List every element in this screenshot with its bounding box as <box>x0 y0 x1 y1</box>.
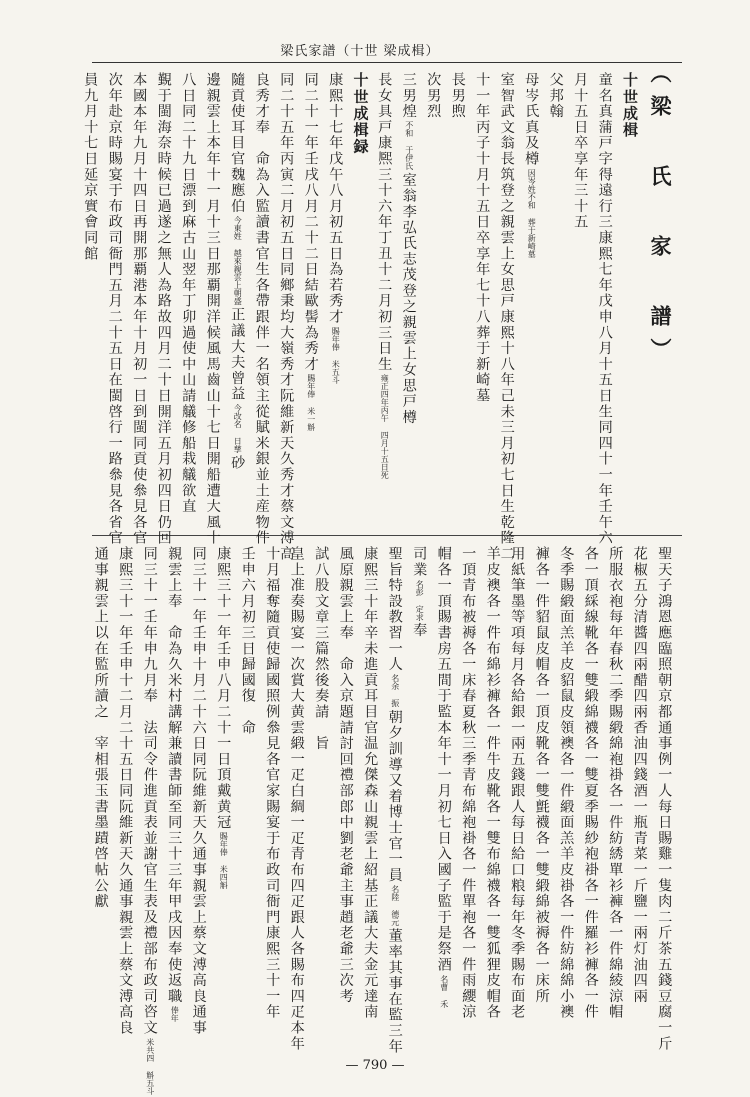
text: 十一年丙子十月十五日卒享年七十八葬于新崎墓 <box>474 72 491 404</box>
annotation: 今東姓 越來親雲上朝盛 <box>233 216 243 306</box>
upper-column <box>598 72 612 546</box>
text: 皇上准奏賜宴一次賞大黄雲緞一疋白綢一疋青布四疋跟人各賜布四疋本年 <box>288 546 305 1052</box>
lower-column <box>559 546 573 1020</box>
text: 康熙十七年戊午八月初五日為若秀才 <box>327 72 344 325</box>
upper-column <box>402 72 416 425</box>
lower-column <box>584 546 598 1020</box>
text: 同二十五年丙寅二月初五日同鄉秉均大嶺秀才阮維新天久秀才蔡文溥高 <box>278 72 295 562</box>
lower-column <box>510 546 524 1020</box>
lower-column <box>265 546 279 1020</box>
lower-column <box>94 546 108 909</box>
lower-column <box>118 546 132 1036</box>
text: 冬季賜緞面羔羊皮貂鼠皮領襖各一件緞面羔羊皮褂各一件紡綿綿小襖 <box>558 546 575 1020</box>
lower-column <box>241 546 255 736</box>
side-title: （梁 氏 家 譜） <box>648 62 673 371</box>
text: 帽各一頂賜書房五間于監本年十一月初七日入國子監于是祭酒 <box>435 546 452 973</box>
annotation: 今改名 日孳 <box>233 404 243 454</box>
lower-column <box>486 546 500 1020</box>
text: 所服衣袍每年春秋二季賜緞綿袍褂各一件紡綉單衫褲各一件綿綾涼帽 <box>607 546 624 1020</box>
page-number: — 790 — <box>345 1058 405 1073</box>
text: 三男煌 <box>400 72 417 120</box>
upper-column <box>353 72 368 155</box>
text: 親雲上奉 命為久米村講解兼讀書師至同三十三年甲戌因奉使返職 <box>166 546 183 1005</box>
text: 覲于閩海奈時候已過遂之無人為路故四月二十日開洋五月初四日仍回 <box>155 72 172 546</box>
text: 同三十一年壬申十月二十六日同阮維新天久通事親雲上蔡文溥高良通事 <box>190 546 207 1036</box>
upper-column <box>83 72 97 262</box>
text: 康熙三十年辛未進貢耳目官温允傑森山親雲上紹基正議大夫金元達南 <box>362 546 379 1020</box>
upper-column <box>573 72 587 230</box>
text: 母岑氏真及樽 <box>523 72 540 167</box>
annotation: 賜年俸 米四斛 <box>219 832 229 890</box>
lower-column <box>363 546 377 1020</box>
text: 八日同二十九日漂到麻古山翌年丁卯過使中山請艤修船栽艤欲直 <box>180 72 197 515</box>
upper-column <box>108 72 122 546</box>
text: 聖天子鴻恩應臨照朝京都通事例一人每日賜雞一隻肉二斤茶五錢豆腐一斤 <box>656 546 673 1052</box>
lower-column <box>143 546 157 1097</box>
annotation: 賜年俸 米一斛 <box>306 374 316 432</box>
text: 董率其事在監三年 <box>386 928 403 1055</box>
text: 風原親雲上奉 命入京題請討回禮部郎中劉老爺主事趙老爺三次考 <box>337 546 354 1005</box>
lower-column <box>461 546 475 1020</box>
annotation: 米共四 斛五斗 <box>145 1037 155 1095</box>
upper-column <box>500 72 514 562</box>
text: 花椒五分清醬四兩醋四兩香油四錢酒一瓶青菜一斤鹽一兩灯油四兩 <box>631 546 648 1005</box>
upper-column <box>426 72 440 119</box>
text: 十世成楫録 <box>351 72 370 155</box>
upper-column <box>304 72 318 433</box>
text: 聖旨特設教習一人 <box>386 546 403 673</box>
lower-column <box>290 546 304 1052</box>
text: 試八股文章三篇然後奏請 旨 <box>313 546 330 752</box>
lower-column <box>192 546 206 1036</box>
text: 通事親雲上以在監所讀之 宰相張玉書墨蹟啓帖公獻 <box>92 546 109 910</box>
upper-column <box>451 72 465 119</box>
text: 室智武文翁長筑登之親雲上女思戸康熙十八年己未三月初七日生乾隆二 <box>498 72 515 562</box>
lower-column <box>535 546 549 1004</box>
lower-column <box>314 546 328 751</box>
upper-column <box>279 72 293 562</box>
text: 各一頂綵線靴各一雙緞綿襪各一雙夏季賜紗袍褂各一件羅衫褲各一件 <box>582 546 599 1020</box>
text: 月十五日卒享年三十五 <box>572 72 589 230</box>
upper-column <box>230 72 244 471</box>
lower-column <box>437 546 451 1010</box>
text: 司業 <box>411 546 428 578</box>
lower-column <box>339 546 353 1004</box>
section-divider <box>92 535 682 536</box>
lower-column <box>388 546 402 1055</box>
upper-column <box>132 72 146 546</box>
text: 十月福奪隨貢使歸國照例叅見各官家賜宴于布政司衙門康熙三十一年 <box>264 546 281 1020</box>
text: 十世成楫 <box>621 72 639 139</box>
text: 員九月十七日延京實會同館 <box>82 72 99 262</box>
text: 用紙筆墨等項每月各給銀一兩五錢跟人每日給口粮每年冬季賜布面老 <box>509 546 526 1020</box>
annotation: 名陸 德元 <box>390 885 400 927</box>
header-rule <box>92 62 682 63</box>
text: 邊親雲上本年十一月十三日那覇開洋候風馬齒山十七日開船遭大風十 <box>204 72 221 546</box>
lower-column <box>633 546 647 1004</box>
text: 次男烈 <box>425 72 442 120</box>
text: 康熙三十一年壬申八月二十一日頂戴黄冠 <box>215 546 232 831</box>
annotation: 俸年 <box>170 1006 180 1023</box>
text: 良秀才奉 命為入監讀書官生各帶跟伴一名領主從賦米銀並土産物件 <box>253 72 270 546</box>
text: 正議大夫曾益 <box>229 307 246 403</box>
upper-column <box>475 72 489 404</box>
upper-column <box>524 72 538 260</box>
text: 奉 <box>411 622 428 639</box>
text: 壬申六月初三日歸國復 命 <box>239 546 256 736</box>
text: 隨貢使耳目官魏應伯 <box>229 72 246 215</box>
upper-column <box>377 72 391 481</box>
lower-column <box>608 546 622 1020</box>
text: 羊皮襖各一件布綿衫褲各一件牛皮靴各一雙布綿襪各一雙狐狸皮帽各 <box>484 546 501 1020</box>
upper-column <box>255 72 269 546</box>
text: 康熙三十一年壬申十二月二十五日同阮維新天久通事親雲上蔡文溥高良 <box>117 546 134 1036</box>
text: 一頂青布被褥各一床春夏秋三季青布綿袍褂各一件單袍各一件雨纓涼 <box>460 546 477 1020</box>
text: 同三十一壬年申九月奉 法司令件進貢表並謝官生表及禮部布政司咨文 <box>141 546 158 1036</box>
upper-column <box>157 72 171 546</box>
text: 童名真蒲戸字得遠行三康熙七年戊申八月十五日生同四十一年壬午六 <box>596 72 613 546</box>
text: 同二十一年壬戌八月二十二日結歐髻為秀才 <box>302 72 319 373</box>
text: 長男煦 <box>449 72 466 120</box>
upper-column <box>549 72 563 119</box>
text: 褲各一件貂鼠皮帽各一頂皮靴各一雙氈襪各一雙緞綿被褥各一床所 <box>533 546 550 1005</box>
text: 室翁李弘氏志茂登之親雲上女思戸樽 <box>400 172 417 426</box>
upper-column <box>328 72 342 386</box>
annotation: 雍正四年丙午 四月十五日死 <box>380 374 390 480</box>
annotation: 名余 振 <box>390 674 400 708</box>
lower-column <box>167 546 181 1024</box>
text: 砂 <box>229 455 246 471</box>
annotation: 名曹 禾 <box>439 974 449 1008</box>
annotation: 因岑姓不和 葬于新崎墓 <box>527 168 537 258</box>
lower-column <box>657 546 671 1052</box>
annotation: 賜年俸 米五斗 <box>331 326 341 384</box>
text: 朝夕訓導又着博士官一員 <box>386 709 403 884</box>
annotation: 不和 于伊氏 <box>404 121 414 171</box>
text: 長女具戸康熈三十六年丁丑十二月初三日生 <box>376 72 393 373</box>
text: 次年赴京時賜宴于布政司衙門五月二十五日在閩啓行一路叅見各省官 <box>106 72 123 546</box>
running-title: 梁氏家譜（十世 梁成楫） <box>280 44 440 59</box>
upper-column <box>206 72 220 546</box>
annotation: 名彭 定求 <box>415 579 425 621</box>
lower-column <box>216 546 230 891</box>
lower-column <box>412 546 426 638</box>
upper-column <box>181 72 195 514</box>
text: 本國本年九月十四日再開那覇港本年十月初一日到閩同貢使叅見各官 <box>131 72 148 546</box>
upper-column <box>622 72 637 138</box>
text: 父邦翰 <box>547 72 564 120</box>
